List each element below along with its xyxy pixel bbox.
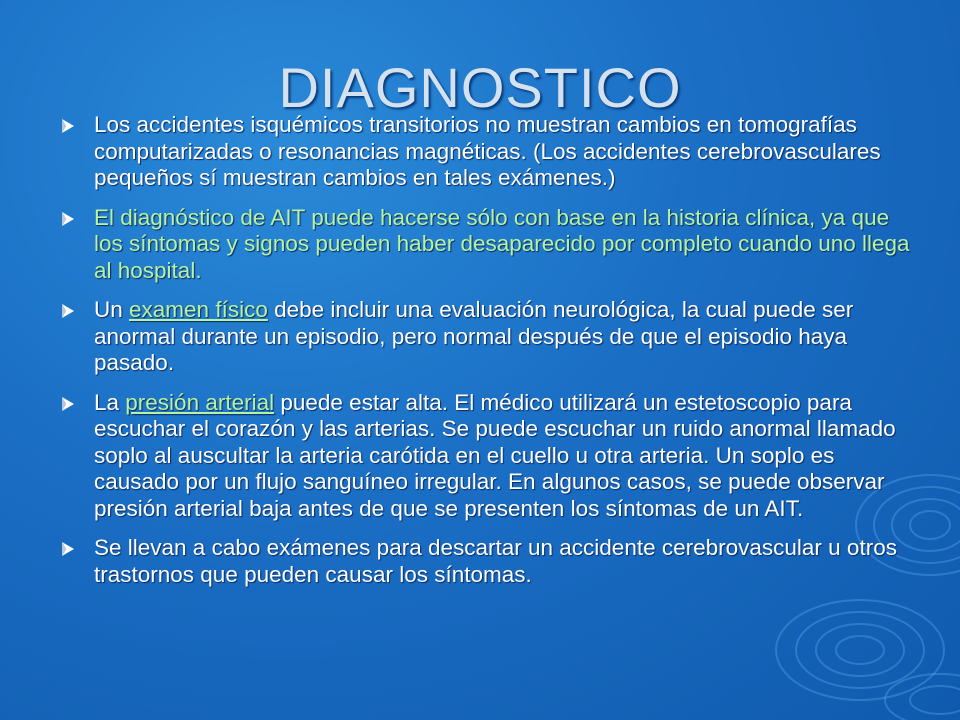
arrow-bullet-icon — [60, 303, 76, 319]
bullet-list — [58, 112, 918, 601]
bullet-text: El diagnóstico de AIT puede hacerse sólo con base en la historia clínica, ya que los síntomas y signos pueden haber desaparecido por completo cuando uno llega al hospital. — [94, 204, 910, 283]
slide-title: DIAGNOSTICO — [278, 56, 682, 119]
bullet-item — [58, 112, 918, 192]
bullet-item — [58, 297, 918, 377]
bullet-item — [58, 535, 918, 588]
arrow-bullet-icon — [60, 396, 76, 412]
bullet-text: Los accidentes isquémicos transitorios no muestran cambios en tomografías computarizadas o resonancias magnéticas. (Los accidentes cerebrovasculares pequeños sí muestran cambios en tales exámenes.) — [94, 112, 881, 190]
bullet-item — [58, 205, 918, 285]
bullet-text-before: Un — [94, 297, 130, 322]
arrow-bullet-icon — [60, 211, 76, 227]
bullet-text-after: puede estar alta. El médico utilizará un estetoscopio para escuchar el corazón y las arterias. Se puede escuchar un ruido anormal llamado soplo al auscultar la arteria carótida en el cuello u otra arteria. Un soplo es causado por un flujo sanguíneo irregular. En algunos casos, se puede observar presión arterial baja antes de que se presenten los síntomas de un AIT. — [94, 389, 896, 521]
bullet-text: Se llevan a cabo exámenes para descartar un accidente cerebrovascular u otros trastornos que pueden causar los síntomas. — [94, 535, 897, 587]
bullet-text-after: debe incluir una evaluación neurológica, la cual puede ser anormal durante un episodio, pero normal después de que el episodio haya pasado. — [94, 297, 854, 375]
arrow-bullet-icon — [60, 118, 76, 134]
bullet-item — [58, 390, 918, 523]
arrow-bullet-icon — [60, 541, 76, 557]
presion-arterial-link[interactable]: presión arterial — [125, 389, 275, 415]
examen-fisico-link[interactable]: examen físico — [129, 297, 268, 322]
bullet-text-before: La — [94, 389, 126, 415]
